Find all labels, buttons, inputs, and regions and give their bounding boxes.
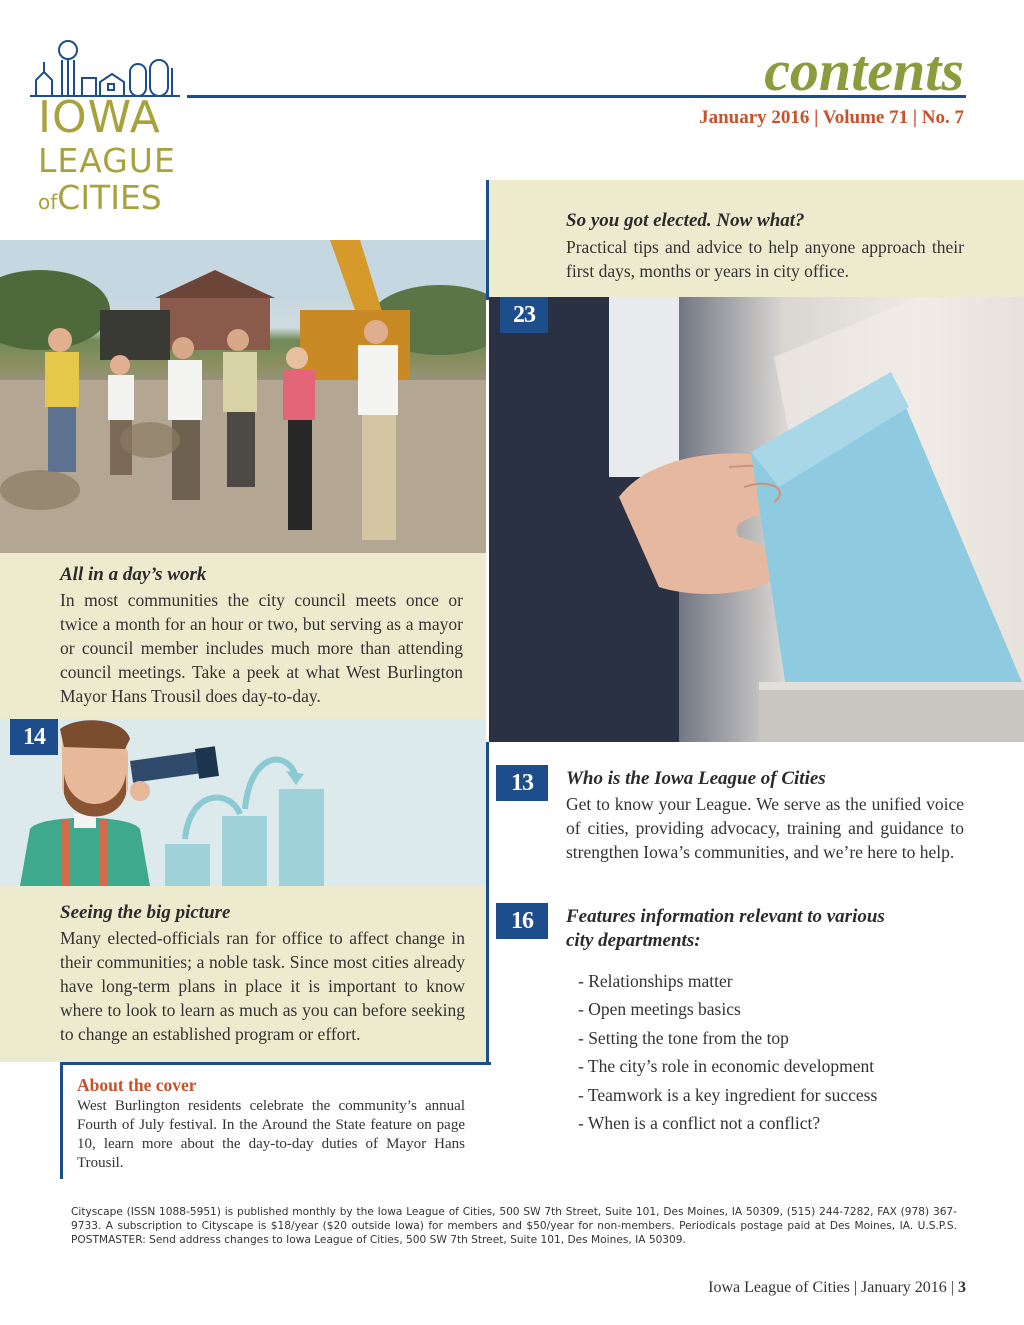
about-cover-title: About the cover <box>77 1075 197 1095</box>
article-title-features-2[interactable]: city departments: <box>566 930 701 951</box>
logo-cities: CITIES <box>57 178 162 217</box>
ballot-photo <box>489 297 1024 742</box>
article-title-features-1[interactable]: Features information relevant to various <box>566 906 885 927</box>
list-item[interactable]: - When is a conflict not a conflict? <box>578 1113 821 1134</box>
ballot-hand-image <box>489 297 1024 742</box>
logo-line-cities <box>38 178 176 217</box>
list-item[interactable]: - The city’s role in economic development <box>578 1056 875 1077</box>
list-item[interactable]: - Setting the tone from the top <box>578 1027 789 1048</box>
article-body-day-work: In most communities the city council meets once or twice a month for an hour or two, but serving as a mayor or council member includes much more than attending council meetings. Take a peek at what West Burlington Mayor Hans Trousil does day-to-day. <box>60 590 463 706</box>
center-divider-top <box>486 180 489 300</box>
telescope-man-icon <box>0 719 486 886</box>
logo-line-league: LEAGUE <box>38 141 176 180</box>
logo-line-iowa: IOWA <box>38 92 161 143</box>
page-badge-13[interactable]: 13 <box>496 765 548 801</box>
page-badge-23[interactable]: 23 <box>500 297 548 333</box>
big-picture-illustration <box>0 719 486 886</box>
article-body-big-picture: Many elected-officials ran for office to affect change in their communities; a noble task. Since most cities already have long-term plans in place it is important to know where to look to learn as much as you can before seeking to change an established program or effort. <box>60 928 465 1044</box>
league-logo <box>38 92 176 217</box>
features-list <box>578 967 877 1137</box>
list-item[interactable]: - Teamwork is a key ingredient for success <box>578 1084 878 1105</box>
list-item[interactable]: - Relationships matter <box>578 971 733 991</box>
list-item[interactable]: - Open meetings basics <box>578 999 741 1020</box>
page-footer <box>708 1279 966 1297</box>
article-title-big-picture[interactable]: Seeing the big picture <box>60 902 231 923</box>
article-body-elected: Practical tips and advice to help anyone approach their first days, months or years in city office. <box>566 237 964 281</box>
article-body-who-league: Get to know your League. We serve as the unified voice of cities, providing advocacy, training and guidance to strengthen Iowa’s communities, and we’re here to help. <box>566 794 964 862</box>
page-number: 3 <box>958 1279 966 1296</box>
article-title-elected[interactable]: So you got elected. Now what? <box>566 210 805 231</box>
page-footer-text: Iowa League of Cities | January 2016 | <box>708 1279 958 1296</box>
league-logo-skyline-icon <box>30 38 190 98</box>
article-title-day-work[interactable]: All in a day’s work <box>60 564 207 585</box>
page-title: contents <box>764 38 964 103</box>
publication-footnote: Cityscape (ISSN 1088-5951) is published monthly by the Iowa League of Cities, 500 SW 7th Street, Suite 101, Des Moines, IA 50309, (515) 244-7282, FAX (978) 367-9733. A subscription to Cityscape is $18/year ($20 outside Iowa) for members and $50/year for non-members. Periodicals postage paid at Des Moines, IA. U.S.P.S. POSTMASTER: Send address changes to Iowa League of Cities, 500 SW 7th Street, Suite 101, Des Moines, IA 50309. <box>71 1206 957 1247</box>
about-cover-body: West Burlington residents celebrate the community’s annual Fourth of July festival. In the Around the State feature on page 10, learn more about the day-to-day duties of Mayor Hans Trousil. <box>77 1098 465 1171</box>
article-title-who-league[interactable]: Who is the Iowa League of Cities <box>566 768 826 789</box>
page-badge-16[interactable]: 16 <box>496 903 548 939</box>
logo-of: of <box>38 190 58 214</box>
issue-info: January 2016 | Volume 71 | No. 7 <box>699 107 964 128</box>
page-badge-14[interactable]: 14 <box>10 719 58 755</box>
groundbreaking-photo <box>0 240 486 553</box>
groundbreaking-image <box>0 240 486 553</box>
